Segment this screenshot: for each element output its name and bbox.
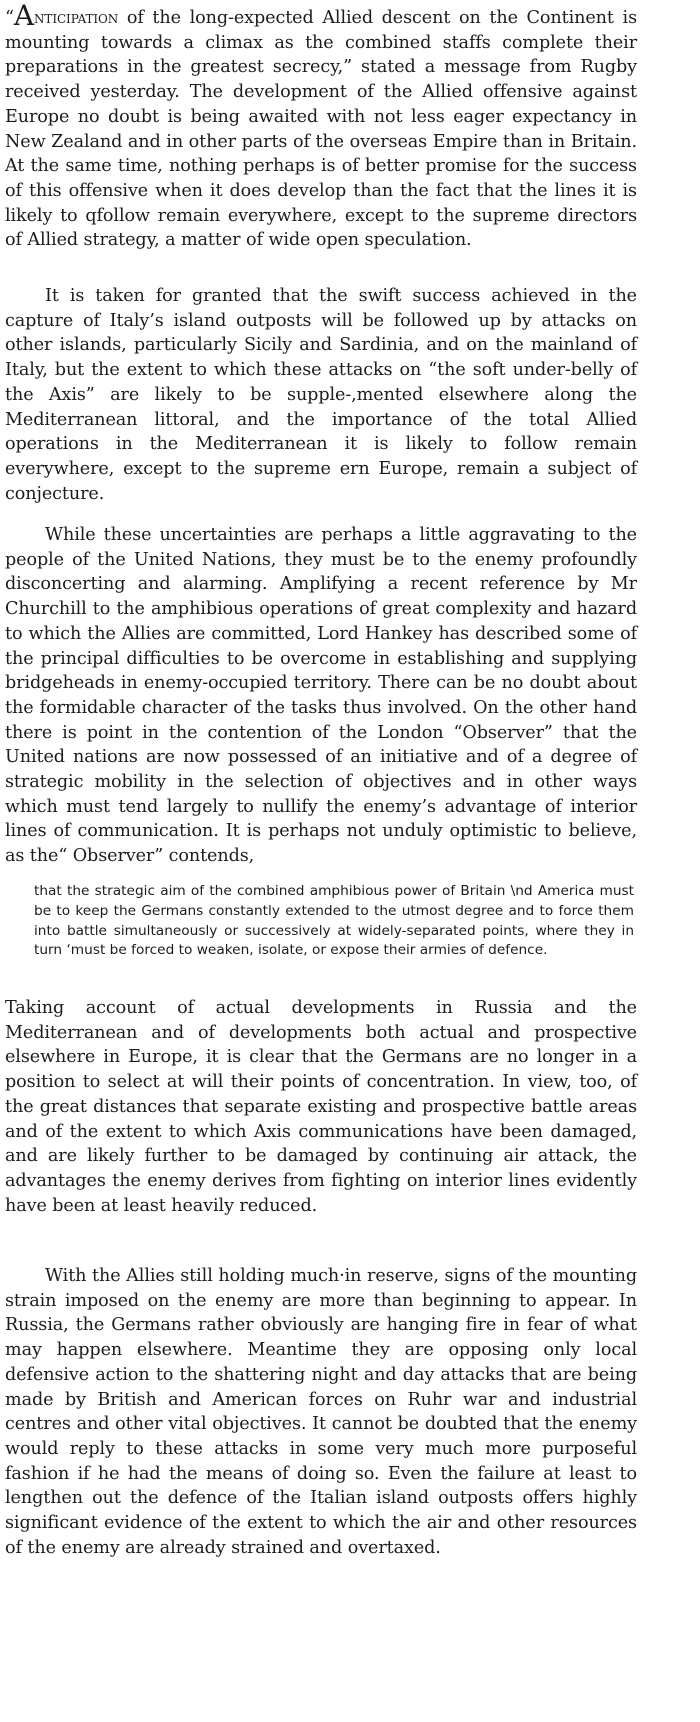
open-quote: “	[5, 8, 14, 28]
paragraph-3: While these uncertainties are perhaps a little aggravating to the people of the United Nations, they must be to the enemy profoundly disconcerting and alarming. Amplifying a recent reference by Mr Churchill to the amphibious operations of great complexity and hazard to which the Allies are committed, Lord Hankey has described some of the principal difficulties to be overcome in establishing and supplying bridgeheads in enemy-occupied territory. There can be no doubt about the formidable character of the tasks thus involved. On the other hand there is point in the contention of the London “Observer” that the United nations are now possessed of an initiative and of a degree of strategic mobility in the selection of objectives and in other ways which must tend largely to nullify the enemy’s advantage of interior lines of communication. It is perhaps not unduly optimistic to believe, as the“ Observer” contends,	[5, 525, 637, 867]
drop-cap-letter: A	[13, 0, 35, 32]
lead-word-smallcaps: nticipation	[34, 8, 119, 28]
paragraph-2: It is taken for granted that the swift success achieved in the capture of Italy’s island outposts will be followed up by attacks on other islands, particularly Sicily and Sardinia, and on the mainland of Italy, but the extent to which these attacks on “the soft under-belly of the Axis” are likely to be supple-,mented elsewhere along the Mediterranean littoral, and the importance of the total Allied operations in the Mediterranean it is likely to follow remain everywhere, except to the supreme ern Europe, remain a subject of conjecture.	[5, 286, 637, 504]
paragraph-1-text: of the long-expected Allied descent on the Continent is mounting towards a climax as the combined staffs complete their preparations in the greatest secrecy,” stated a message from Rugby received yesterday. The development of the Allied offensive against Europe no doubt is being awaited with not less eager expectancy in New Zealand and in other parts of the overseas Empire than in Britain. At the same time, nothing perhaps is of better promise for the success of this offensive when it does develop than the fact that the lines it is likely to qfollow remain everywhere, except to the supreme directors of Allied strategy, a matter of wide open speculation.	[5, 8, 637, 251]
block-quote: that the strategic aim of the combined amphibious power of Britain \nd America must be to keep the Germans constantly extended to the utmost degree and to force them into battle simultaneously or successively at widely-separated points, where they in turn ‘must be forced to weaken, isolate, or expose their armies of defence.	[34, 883, 634, 959]
paragraph-1	[5, 0, 637, 253]
paragraph-5: Taking account of actual developments in Russia and the Mediterranean and of developments both actual and prospective elsewhere in Europe, it is clear that the Germans are no longer in a position to select at will their points of concentration. In view, too, of the great distances that separate existing and prospective battle areas and of the extent to which Axis communications have been damaged, and are likely further to be damaged by continuing air attack, the advantages the enemy derives from fighting on interior lines evidently have been at least heavily reduced.	[5, 998, 637, 1216]
paragraph-6: With the Allies still holding much·in reserve, signs of the mounting strain imposed on the enemy are more than beginning to appear. In Russia, the Germans rather obviously are hanging fire in fear of what may happen elsewhere. Meantime they are opposing only local defensive action to the shattering night and day attacks that are being made by British and American forces on Ruhr war and industrial centres and other vital objectives. It cannot be doubted that the enemy would reply to these attacks in some very much more purposeful fashion if he had the means of doing so. Even the failure at least to lengthen out the defence of the Italian island outposts offers highly significant evidence of the extent to which the air and other resources of the enemy are already strained and overtaxed.	[5, 1266, 637, 1558]
